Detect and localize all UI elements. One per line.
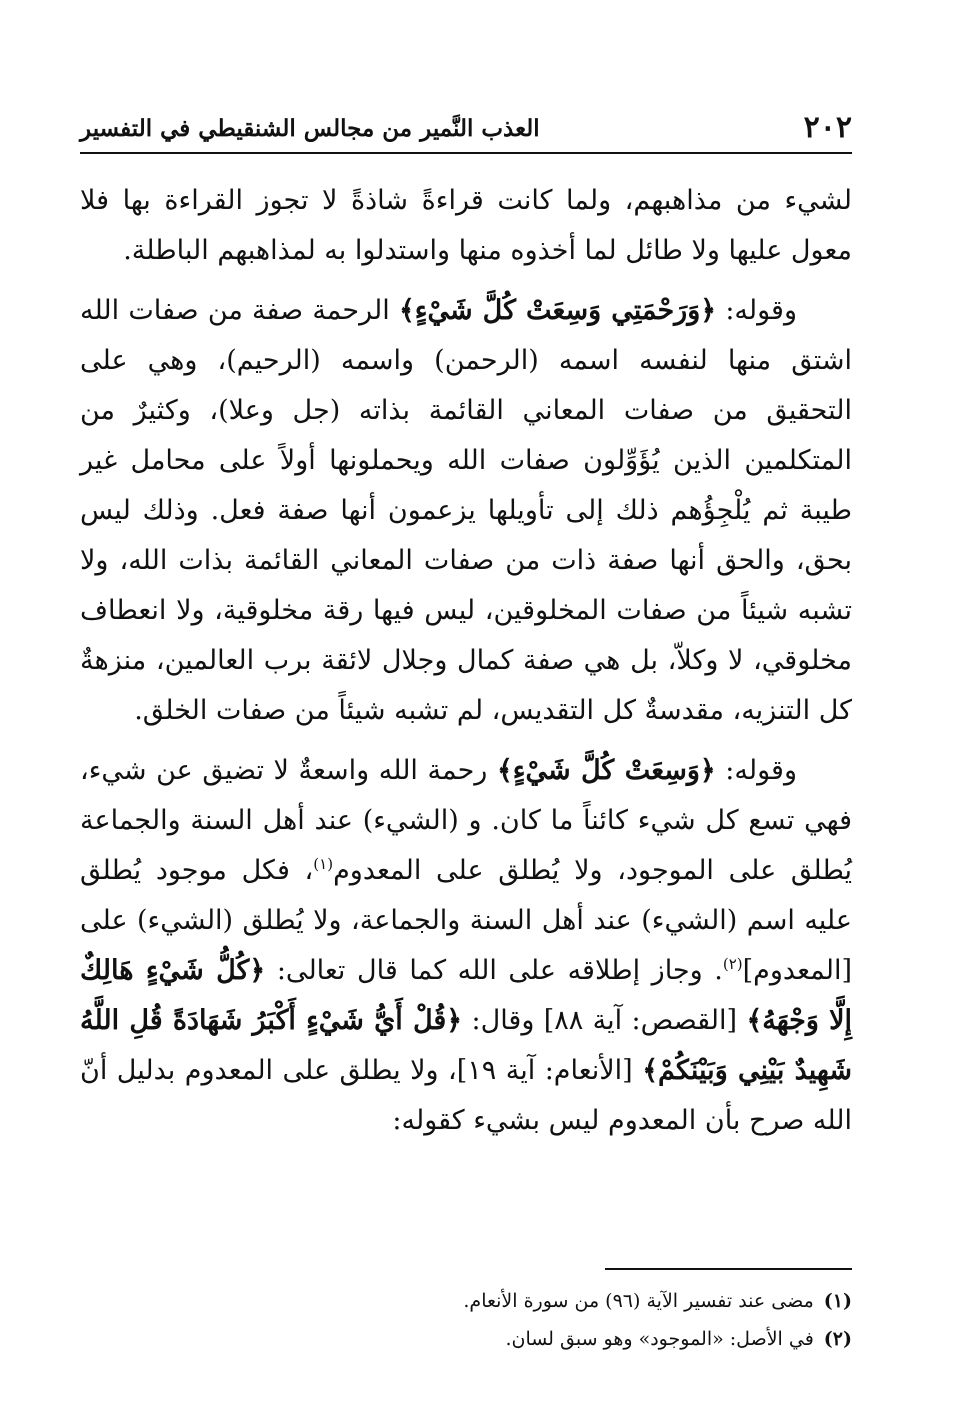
footnotes <box>80 1282 852 1358</box>
footnote-text: مضى عند تفسير الآية (٩٦) من سورة الأنعام. <box>463 1290 814 1312</box>
footnote-reference: (١) <box>313 855 334 873</box>
text-segment: [القصص: آية ٨٨] وقال: <box>462 1005 747 1036</box>
quran-verse: ﴿وَرَحْمَتِي وَسِعَتْ كُلَّ شَيْءٍ﴾ <box>398 295 717 326</box>
text-segment: وقوله: <box>715 755 797 786</box>
footnote <box>80 1320 852 1358</box>
quran-verse: ﴿قُلْ أَيُّ شَيْءٍ أَكْبَرُ شَهَادَةً قُلِ اللَّهُ شَهِيدٌ بَيْنِي وَبَيْنَكُمْ﴾ <box>80 1005 852 1086</box>
footnote-number: (١) <box>823 1290 852 1312</box>
page-header <box>80 108 852 154</box>
text-segment: . وجاز إطلاقه على الله كما قال تعالى: <box>265 955 723 986</box>
footnote <box>80 1282 852 1320</box>
footnote-reference: (٢) <box>722 955 743 973</box>
text-segment: رحمة الله واسعةٌ لا تضيق عن شيء، فهي تسع كل شيء كائناً ما كان. و (الشيء) عند أهل السنة والجماعة يُطلق على الموجود، ولا يُطلق على المعدوم <box>80 755 853 886</box>
footnote-number: (٢) <box>823 1328 852 1350</box>
quran-verse: ﴿كُلُّ شَيْءٍ هَالِكٌ إِلَّا وَجْهَهُ﴾ <box>80 955 852 1036</box>
running-title: العذب النَّمير من مجالس الشنقيطي في التفسير <box>80 115 540 142</box>
text-segment: [الأنعام: آية ١٩]، ولا يطلق على المعدوم بدليل أنّ الله صرح بأن المعدوم ليس بشيء كقوله: <box>80 1055 852 1136</box>
text-segment: لشيء من مذاهبهم، ولما كانت قراءةً شاذةً لا تجوز القراءة بها فلا معول عليها ولا طائل لما أخذوه منها واستدلوا به لمذاهبهم الباطلة. <box>80 185 852 266</box>
page-number: ٢٠٢ <box>803 110 852 145</box>
main-text <box>80 176 852 1156</box>
text-segment: الرحمة صفة من صفات الله اشتق منها لنفسه اسمه (الرحمن) واسمه (الرحيم)، وهي على التحقيق من صفات المعاني القائمة بذاته (جل وعلا)، وكثيرٌ من المتكلمين الذين يُؤَوِّلون صفات الله ويحملونها أولاً على محامل غير طيبة ثم يُلْجِؤُهم ذلك إلى تأويلها يزعمون أنها صفة فعل. وذلك ليس بحق، والحق أنها صفة ذات من صفات المعاني القائمة بذات الله، ولا تشبه شيئاً من صفات المخلوقين، ليس فيها رقة مخلوقية، ولا انعطاف مخلوقي، لا وكلاّ، بل هي صفة كمال وجلال لائقة برب العالمين، منزهةٌ كل التنزيه، مقدسةٌ كل التقديس، لم تشبه شيئاً من صفات الخلق. <box>80 295 852 726</box>
paragraph <box>80 746 852 1146</box>
footnote-text: في الأصل: «الموجود» وهو سبق لسان. <box>505 1328 814 1350</box>
quran-verse: ﴿وَسِعَتْ كُلَّ شَيْءٍ﴾ <box>496 755 716 786</box>
paragraph <box>80 176 852 276</box>
text-segment: ، فكل موجود يُطلق عليه اسم (الشيء) عند أهل السنة والجماعة، ولا يُطلق (الشيء) على [المعدوم] <box>80 855 852 986</box>
footnote-separator <box>605 1268 852 1270</box>
paragraph <box>80 286 852 736</box>
text-segment: وقوله: <box>716 295 798 326</box>
